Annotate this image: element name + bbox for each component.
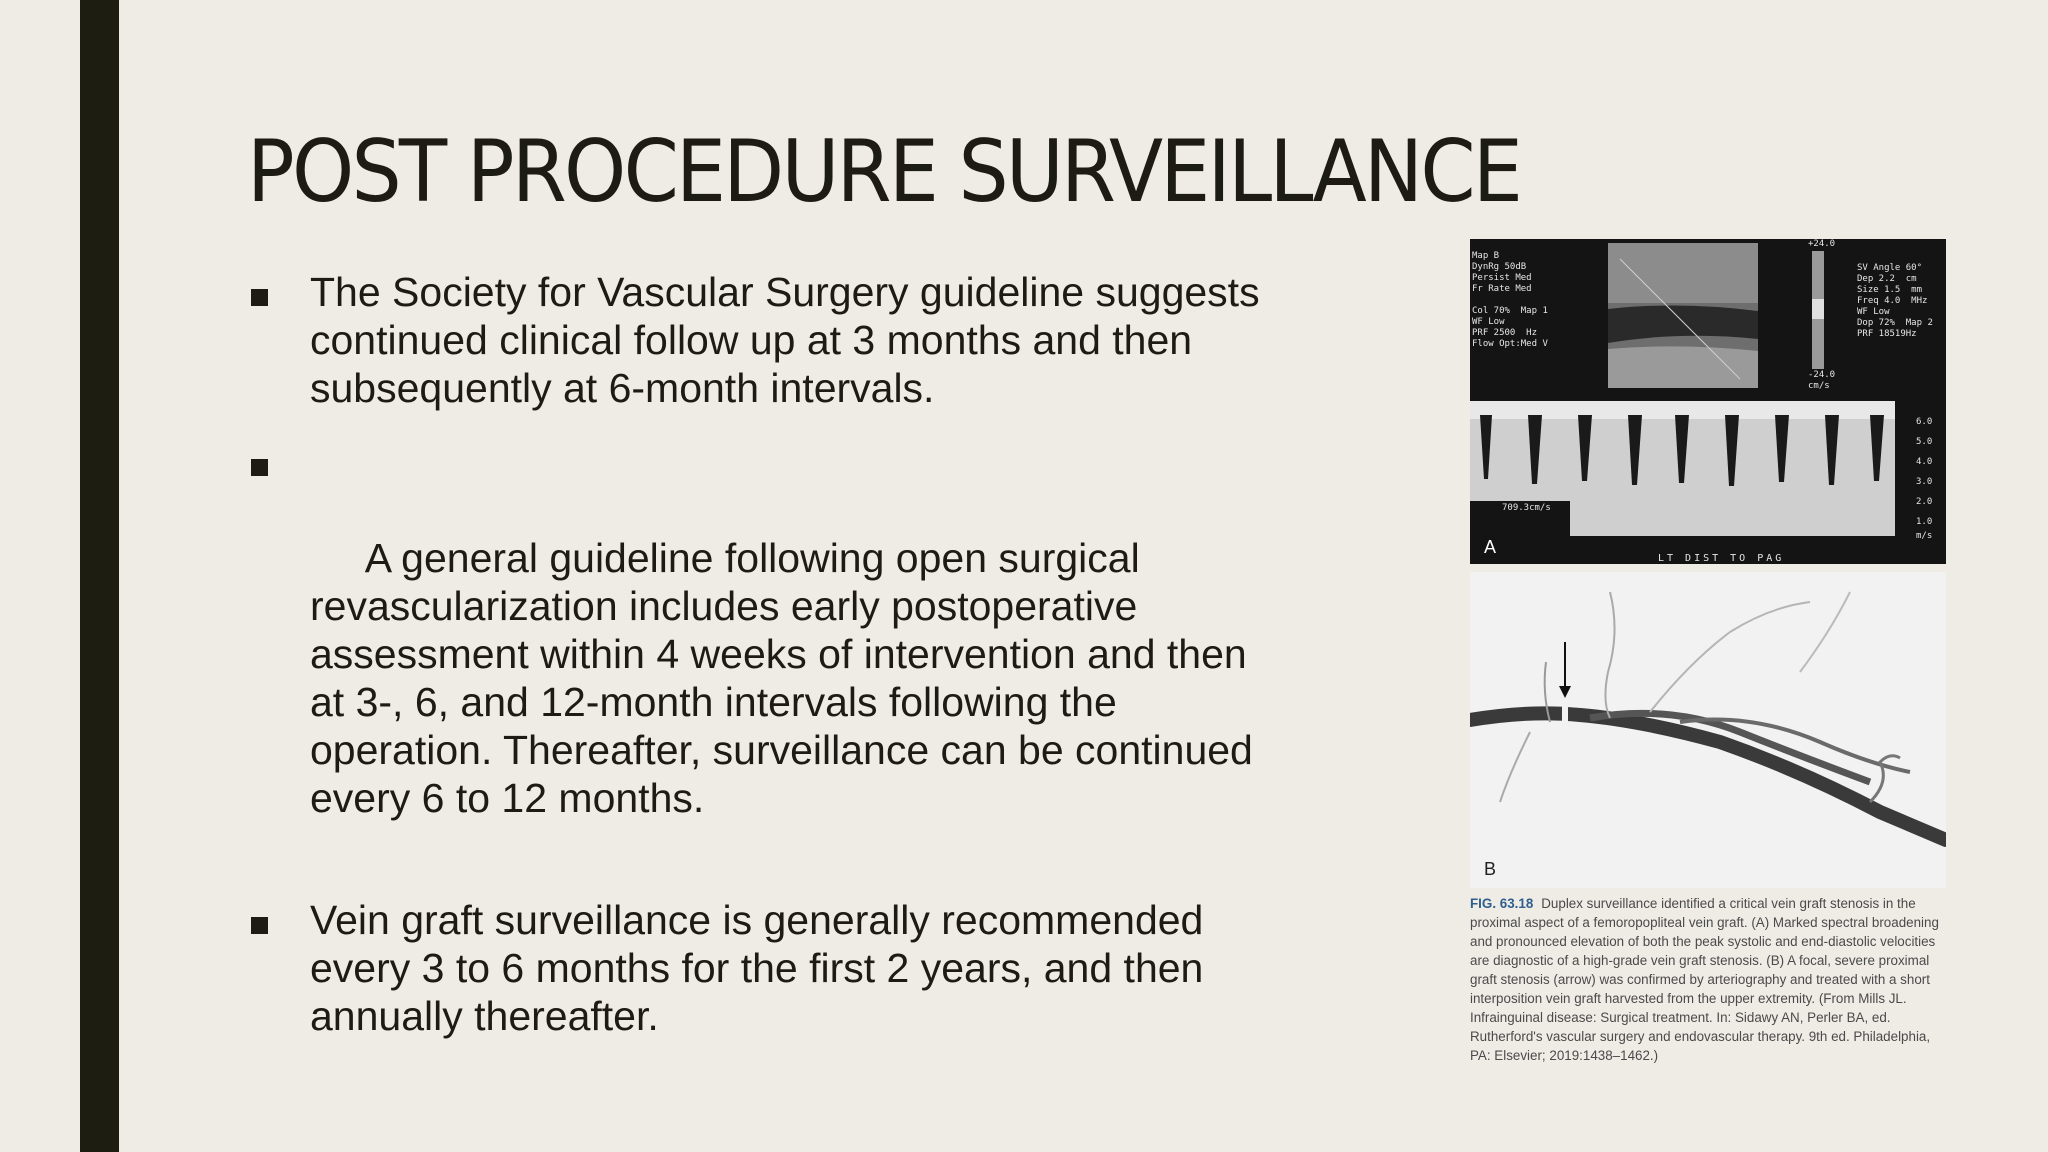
velocity-tick: 2.0 xyxy=(1916,497,1933,507)
bullet-list xyxy=(247,268,1277,1066)
color-scale-bottom: -24.0 cm/s xyxy=(1808,370,1836,391)
bullet-text: The Society for Vascular Surgery guideline suggests continued clinical follow up at 3 months and then subsequently at 6-month intervals. xyxy=(310,269,1260,411)
bullet-item xyxy=(247,268,1277,412)
velocity-tick: 3.0 xyxy=(1916,477,1933,487)
velocity-unit: m/s xyxy=(1916,531,1933,541)
bullet-text: A general guideline following open surgical revascularization includes early postoperative assessment within 4 weeks of intervention and then at 3-, 6, and 12-month intervals following the operation. Thereafter, surveillance can be continued every 6 to 12 months. xyxy=(310,535,1265,821)
bullet-item xyxy=(247,896,1277,1040)
panel-label-a: A xyxy=(1484,537,1497,557)
caption-text: Duplex surveillance identified a critical vein graft stenosis in the proximal aspect of a femoropopliteal vein graft. (A) Marked spectral broadening and pronounced elevation of both the peak systolic and end-diastolic velocities are diagnostic of a high-grade vein graft stenosis. (B) A focal, severe proximal graft stenosis (arrow) was confirmed by arteriography and treated with a short interposition vein graft harvested from the upper extremity. (From Mills JL. Infrainguinal disease: Surgical treatment. In: Sidawy AN, Perler BA, ed. Rutherford's vascular surgery and endovascular therapy. 9th ed. Philadelphia, PA: Elsevier; 2019:1438–1462.) xyxy=(1470,896,1939,1063)
square-bullet-icon xyxy=(251,289,268,306)
velocity-readout: 709.3cm/s xyxy=(1502,503,1551,513)
figure-caption xyxy=(1470,894,1946,1065)
velocity-tick: 5.0 xyxy=(1916,437,1933,447)
bullet-text: Vein graft surveillance is generally recommended every 3 to 6 months for the first 2 years, and then annually thereafter. xyxy=(310,897,1204,1039)
velocity-tick: 6.0 xyxy=(1916,417,1933,427)
ultrasound-settings-right: SV Angle 60° Dep 2.2 cm Size 1.5 mm Freq 4.0 MHz WF Low Dop 72% Map 2 PRF 18519Hz xyxy=(1857,263,1933,339)
square-bullet-icon xyxy=(251,459,268,476)
site-label: LT DIST TO PAG xyxy=(1658,553,1785,564)
panel-label-b: B xyxy=(1484,859,1497,879)
arteriogram-image xyxy=(1470,572,1946,888)
slide-title: POST PROCEDURE SURVEILLANCE xyxy=(247,122,1521,222)
square-bullet-icon xyxy=(251,917,268,934)
velocity-tick: 4.0 xyxy=(1916,457,1933,467)
ultrasound-settings-left: Map B DynRg 50dB Persist Med Fr Rate Med Col 70% Map 1 WF Low PRF 2500 Hz Flow Opt:Med V xyxy=(1472,251,1548,349)
bullet-item xyxy=(247,438,1277,870)
color-scale-top: +24.0 xyxy=(1808,239,1836,249)
figure-number: FIG. 63.18 xyxy=(1470,896,1534,911)
accent-bar xyxy=(80,0,119,1152)
figure xyxy=(1470,239,1946,1065)
arteriogram-panel xyxy=(1470,572,1946,888)
ultrasound-panel xyxy=(1470,239,1946,564)
velocity-tick: 1.0 xyxy=(1916,517,1933,527)
